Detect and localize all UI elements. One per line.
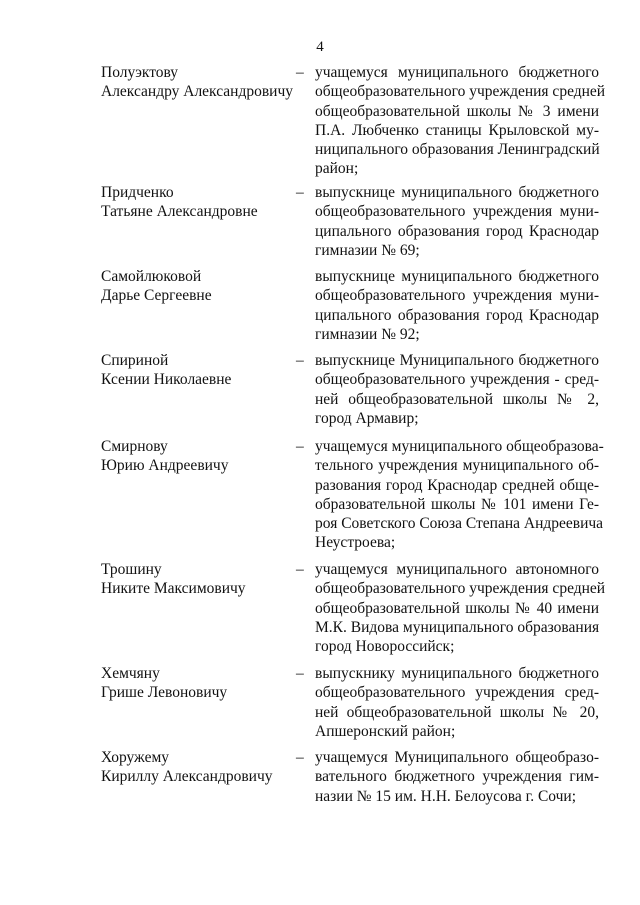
description-line: учащемуся муниципального бюджетного xyxy=(315,64,599,81)
description-line: выпускнику муниципального бюджетного xyxy=(315,665,599,682)
description-line: район; xyxy=(315,160,359,178)
recipient-given-name: Никите Максимовичу xyxy=(101,580,246,598)
description-line: гимназии № 92; xyxy=(315,325,420,343)
recipient-description xyxy=(315,560,606,656)
description-line: учащемуся Муниципального общеобразо- xyxy=(315,749,599,766)
description-line: выпускнице муниципального бюджетного xyxy=(315,184,599,201)
recipient-surname: Самойлюковой xyxy=(101,268,202,285)
dash-separator: – xyxy=(296,184,304,201)
description-line: общеобразовательного учреждения средней xyxy=(315,83,606,101)
recipient-surname: Полуэктову xyxy=(101,64,179,81)
dash-separator: – xyxy=(296,665,304,682)
description-line: П.А. Любченко станицы Крыловской му- xyxy=(315,121,599,139)
description-line: общеобразовательной школы № 40 имени xyxy=(315,599,599,617)
description-line: учащемуся муниципального автономного xyxy=(315,561,599,578)
recipient-name xyxy=(101,183,286,222)
description-line: общеобразовательного учреждения средней xyxy=(315,580,606,598)
recipient-name xyxy=(101,437,286,476)
recipient-description xyxy=(315,664,599,741)
recipient-description xyxy=(315,437,604,553)
description-line: назии № 15 им. Н.Н. Белоусова г. Сочи; xyxy=(315,787,577,805)
dash-separator: – xyxy=(296,561,304,578)
dash-separator: – xyxy=(296,749,304,766)
description-line: ципального образования город Краснодар xyxy=(315,222,599,240)
recipient-surname: Придченко xyxy=(101,184,174,201)
description-line: гимназии № 69; xyxy=(315,241,420,259)
recipient-description xyxy=(315,183,599,260)
recipient-surname: Трошину xyxy=(101,561,162,578)
description-line: тельного учреждения муниципального об- xyxy=(315,457,599,475)
description-line: вательного бюджетного учреждения гим- xyxy=(315,768,599,786)
description-line: Апшеронский район; xyxy=(315,722,456,740)
recipient-description xyxy=(315,267,599,344)
description-line: Неустроева; xyxy=(315,534,396,552)
description-line: образовательной школы № 101 имени Ге- xyxy=(315,495,599,513)
description-line: выпускнице муниципального бюджетного xyxy=(315,268,599,285)
recipient-name xyxy=(101,351,286,390)
recipient-description xyxy=(315,63,606,179)
recipient-surname: Хемчяну xyxy=(101,665,160,682)
recipient-description xyxy=(315,351,599,428)
recipient-name xyxy=(101,748,286,787)
description-line: общеобразовательного учреждения сред- xyxy=(315,684,599,702)
dash-separator: – xyxy=(296,438,304,455)
description-line: ней общеобразовательной школы № 20, xyxy=(315,703,599,721)
description-line: ниципального образования Ленинградский xyxy=(315,141,600,159)
description-line: роя Советского Союза Степана Андреевича xyxy=(315,515,604,533)
recipient-given-name: Дарье Сергеевне xyxy=(101,287,212,305)
recipient-surname: Спириной xyxy=(101,352,169,369)
recipient-given-name: Александру Александровичу xyxy=(101,83,293,101)
description-line: общеобразовательного учреждения муни- xyxy=(315,287,599,305)
recipient-surname: Хоружему xyxy=(101,749,170,766)
description-line: ципального образования город Краснодар xyxy=(315,306,599,324)
description-line: город Новороссийск; xyxy=(315,638,455,656)
recipient-given-name: Юрию Андреевичу xyxy=(101,457,229,475)
recipient-given-name: Грише Левоновичу xyxy=(101,684,228,702)
description-line: город Армавир; xyxy=(315,409,419,427)
description-line: ней общеобразовательной школы № 2, xyxy=(315,390,599,408)
description-line: общеобразовательной школы № 3 имени xyxy=(315,102,599,120)
recipient-given-name: Ксении Николаевне xyxy=(101,371,232,389)
description-line: М.К. Видова муниципального образования xyxy=(315,618,600,636)
description-line: разования город Краснодар средней обще- xyxy=(315,476,599,494)
recipient-name xyxy=(101,63,293,102)
page-number: 4 xyxy=(316,39,324,55)
recipient-name xyxy=(101,560,286,599)
description-line: учащемуся муниципального общеобразова- xyxy=(315,438,604,455)
description-line: выпускнице Муниципального бюджетного xyxy=(315,352,599,369)
description-line: общеобразовательного учреждения - сред- xyxy=(315,371,599,389)
recipient-given-name: Татьяне Александровне xyxy=(101,203,258,221)
recipient-surname: Смирнову xyxy=(101,438,168,455)
dash-separator: – xyxy=(296,352,304,369)
recipient-name xyxy=(101,664,286,703)
recipient-name xyxy=(101,267,286,306)
dash-separator: – xyxy=(296,64,304,81)
recipient-given-name: Кириллу Александровичу xyxy=(101,768,273,786)
description-line: общеобразовательного учреждения муни- xyxy=(315,203,599,221)
recipient-description xyxy=(315,748,599,806)
